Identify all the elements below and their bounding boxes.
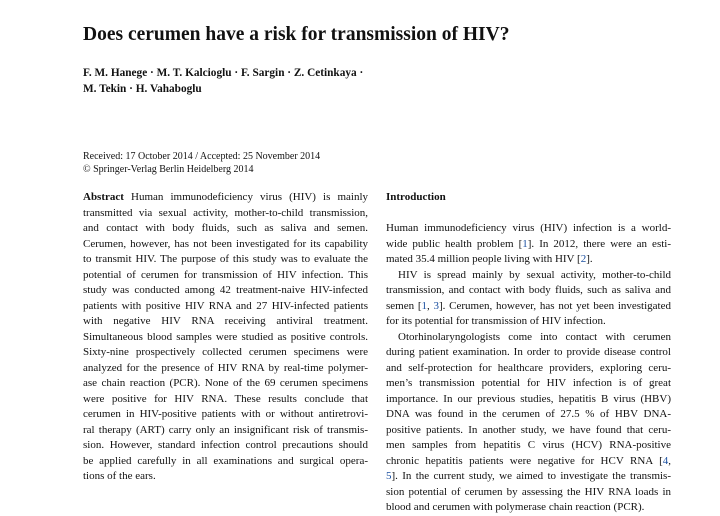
abstract-line: patients with positive HIV RNA and 27 HIV-infected patients	[83, 299, 368, 312]
abstract-line: study was conducted among 42 treatment-naive HIV-infected	[83, 284, 368, 296]
abstract-line: sion. However, standard infection control precautions should	[83, 439, 368, 451]
intro-line: chronic hepatitis patients were negative for HCV RNA [4,	[386, 454, 671, 467]
intro-line: men’s transmission potential for HIV infection is of great	[386, 377, 671, 389]
abstract-line: ase chain reaction (PCR). None of the 69 cerumen specimens	[83, 377, 368, 389]
citation-link[interactable]: 4	[662, 454, 669, 467]
abstract-line: be applied carefully in all examinations and surgical opera-	[83, 454, 368, 467]
intro-line: positive patients. In another study, we have found that ceru-	[386, 423, 671, 436]
intro-line: Human immunodeficiency virus (HIV) infection is a world-	[386, 222, 671, 234]
intro-line: blood and cerumen with polymerase chain reaction (PCR).	[386, 501, 645, 513]
intro-line: for its potential for transmission of HIV infection.	[386, 315, 606, 327]
heading-spacer	[386, 206, 671, 222]
publication-dates	[83, 150, 383, 176]
intro-line: HIV is spread mainly by sexual activity, mother-to-child	[398, 268, 671, 281]
copyright-notice: © Springer-Verlag Berlin Heidelberg 2014	[83, 164, 254, 175]
citation-link[interactable]: 2	[580, 253, 587, 265]
abstract-line: analyzed for the presence of HIV RNA by real-time polymer-	[83, 361, 368, 374]
introduction-column	[386, 190, 671, 516]
abstract-line: with negative HIV RNA receiving antiviral treatment.	[83, 315, 368, 327]
abstract-line: potential of cerumen for transmission of HIV infection. This	[83, 268, 368, 281]
article-title: Does cerumen have a risk for transmission of HIV?	[83, 24, 510, 45]
abstract-line: to transmit HIV. The purpose of this study was to evaluate the	[83, 253, 368, 265]
intro-line: transmission, and contact with body fluids, such as saliva and	[386, 284, 671, 296]
abstract-label: Abstract	[83, 191, 124, 203]
abstract-line: transmitted via sexual activity, mother-to-child transmission,	[83, 206, 368, 219]
intro-line: importance. In our previous studies, hepatitis B virus (HBV)	[386, 392, 671, 405]
abstract-column	[83, 190, 368, 485]
intro-line: wide public health problem [1]. In 2012, there were an esti-	[386, 237, 671, 250]
author-line-2: M. Tekin · H. Vahaboglu	[83, 82, 202, 95]
intro-line: mated 35.4 million people living with HIV [2].	[386, 253, 593, 265]
citation-link[interactable]: 1	[421, 299, 428, 312]
abstract-line: tions of the ears.	[83, 470, 156, 482]
citation-link[interactable]: 3	[433, 299, 440, 312]
intro-line: during patient examination. In order to provide disease control	[386, 346, 671, 358]
intro-line: DNA was found in the cerumen of 27.5 % of HBV DNA-	[386, 408, 671, 420]
abstract-line: Cerumen, however, has not been investigated for its capability	[83, 237, 368, 250]
abstract-line: ral therapy (ART) carry only an insignificant risk of transmis-	[83, 423, 368, 436]
abstract-line: cerumen in HIV-positive patients with or without antiretrovi-	[83, 408, 368, 420]
intro-line: and self-protection for healthcare providers, exploring ceru-	[386, 361, 671, 374]
abstract-line: were positive for HIV RNA. These results conclude that	[83, 392, 368, 405]
intro-line: sion potential of cerumen by assessing the HIV RNA loads in	[386, 485, 671, 498]
citation-link[interactable]: 1	[522, 237, 528, 250]
abstract-line: and contact with body fluids, such as saliva and semen.	[83, 222, 368, 234]
citation-link[interactable]: 5	[386, 470, 392, 482]
abstract-line: Sixty-nine prospectively collected cerumen specimens were	[83, 346, 368, 358]
intro-line: men samples from hepatitis C virus (HCV) RNA-positive	[386, 439, 671, 451]
intro-line: semen [1, 3]. Cerumen, however, has not yet been investigated	[386, 299, 671, 312]
abstract-line: Abstract Human immunodeficiency virus (HIV) is mainly	[83, 191, 369, 203]
introduction-heading: Introduction	[386, 191, 446, 203]
intro-line: 5]. In the current study, we aimed to investigate the transmis-	[386, 470, 671, 482]
intro-line: Otorhinolaryngologists come into contact with cerumen	[398, 330, 671, 343]
received-accepted-dates: Received: 17 October 2014 / Accepted: 25 November 2014	[83, 151, 321, 162]
author-list	[83, 66, 403, 97]
author-line-1: F. M. Hanege · M. T. Kalcioglu · F. Sargin · Z. Cetinkaya ·	[83, 67, 364, 79]
abstract-line: Simultaneous blood samples were studied as positive controls.	[83, 330, 368, 343]
